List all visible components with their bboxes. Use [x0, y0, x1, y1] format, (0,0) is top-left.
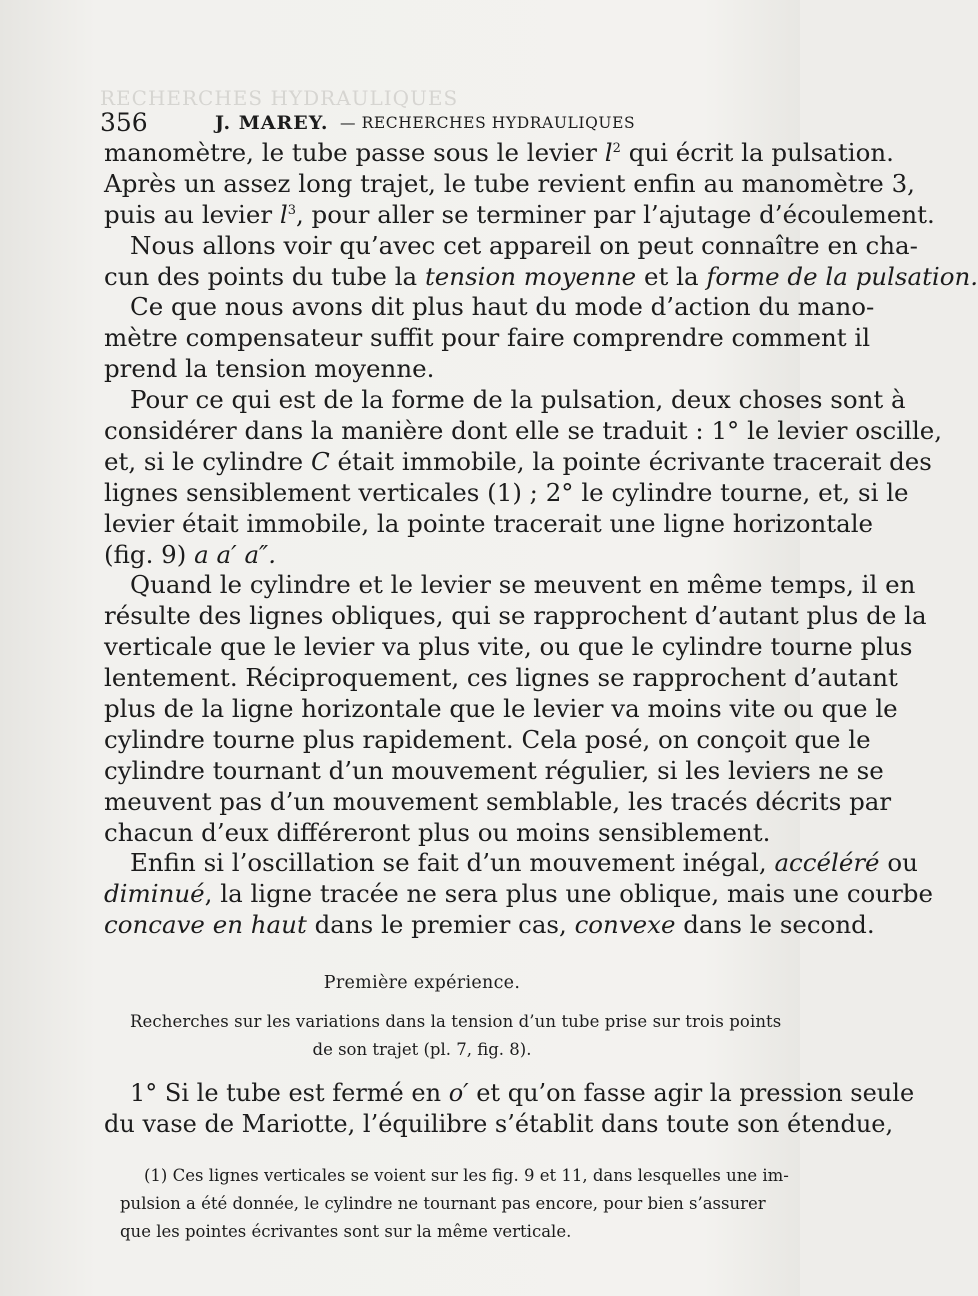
- body-text-line: meuvent pas d’un mouvement semblable, les tracés décrits par: [104, 786, 892, 816]
- body-text-line: plus de la ligne horizontale que le levier va moins vite ou que le: [104, 694, 898, 724]
- footnote-line: pulsion a été donnée, le cylindre ne tournant pas encore, pour bien s’assurer: [120, 1194, 766, 1213]
- body-text-line: Enfin si l’oscillation se fait d’un mouvement inégal, accéléré ou: [130, 848, 918, 878]
- body-text-line: Nous allons voir qu’avec cet appareil on peut connaître en cha-: [130, 230, 918, 260]
- header-author: J. MAREY.: [215, 112, 329, 134]
- body-text-line: diminué, la ligne tracée ne sera plus une oblique, mais une courbe: [104, 879, 933, 909]
- body-text-line: Ce que nous avons dit plus haut du mode d’action du mano-: [130, 292, 875, 322]
- body-text-line: résulte des lignes obliques, qui se rapprochent d’autant plus de la: [104, 601, 927, 631]
- body-text-line: concave en haut dans le premier cas, convexe dans le second.: [104, 910, 875, 940]
- running-header: [100, 106, 740, 136]
- body-text-line: lentement. Réciproquement, ces lignes se rapprochent d’autant: [104, 663, 898, 693]
- section-heading: Première expérience.: [323, 973, 521, 993]
- bleed-through-text: RECHERCHES HYDRAULIQUES: [100, 86, 459, 110]
- body-text-line: chacun d’eux différeront plus ou moins sensiblement.: [104, 817, 771, 847]
- body-text-line: mètre compensateur suffit pour faire comprendre comment il: [104, 323, 871, 353]
- body-text-line: prend la tension moyenne.: [104, 354, 435, 384]
- body-text-line: et, si le cylindre C était immobile, la pointe écrivante tracerait des: [104, 446, 932, 476]
- body-text-line: lignes sensiblement verticales (1) ; 2° le cylindre tourne, et, si le: [104, 477, 909, 507]
- section-subtitle-line-2: de son trajet (pl. 7, fig. 8).: [312, 1040, 532, 1059]
- body-text-continued: [104, 1078, 915, 1140]
- body-text-line: du vase de Mariotte, l’équilibre s’établit dans toute son étendue,: [104, 1109, 894, 1138]
- body-text-line: manomètre, le tube passe sous le levier $l^2$ qui écrit la pulsation.: [104, 138, 894, 167]
- footnote-line: que les pointes écrivantes sont sur la même verticale.: [120, 1222, 572, 1241]
- header-title: — RECHERCHES HYDRAULIQUES: [340, 114, 636, 132]
- body-text-line: considérer dans la manière dont elle se traduit : 1° le levier oscille,: [104, 416, 943, 446]
- page-number: 356: [100, 108, 148, 137]
- body-text-line: Pour ce qui est de la forme de la pulsation, deux choses sont à: [130, 385, 906, 415]
- footnote-line: (1) Ces lignes verticales se voient sur les fig. 9 et 11, dans lesquelles une im-: [144, 1166, 789, 1185]
- body-text-line: cun des points du tube la tension moyenne et la forme de la pulsation.: [104, 261, 978, 291]
- body-text-line: (fig. 9) a a′ a″.: [104, 539, 276, 569]
- footnote: [120, 1162, 789, 1246]
- body-text-line: Quand le cylindre et le levier se meuvent en même temps, il en: [130, 570, 916, 600]
- body-text-line: cylindre tourne plus rapidement. Cela posé, on conçoit que le: [104, 724, 871, 754]
- body-text-line: Après un assez long trajet, le tube revient enfin au manomètre 3,: [104, 168, 915, 198]
- body-text-line: 1° Si le tube est fermé en o′ et qu’on fasse agir la pression seule: [130, 1079, 915, 1107]
- body-text: [104, 138, 978, 941]
- body-text-line: verticale que le levier va plus vite, ou que le cylindre tourne plus: [104, 632, 913, 662]
- body-text-line: puis au levier $l^3$, pour aller se terminer par l’ajutage d’écoulement.: [104, 199, 935, 229]
- section-subtitle-line-1: Recherches sur les variations dans la tension d’un tube prise sur trois points: [130, 1012, 782, 1031]
- body-text-line: levier était immobile, la pointe tracerait une ligne horizontale: [104, 508, 874, 538]
- body-text-line: cylindre tournant d’un mouvement régulier, si les leviers ne se: [104, 755, 884, 785]
